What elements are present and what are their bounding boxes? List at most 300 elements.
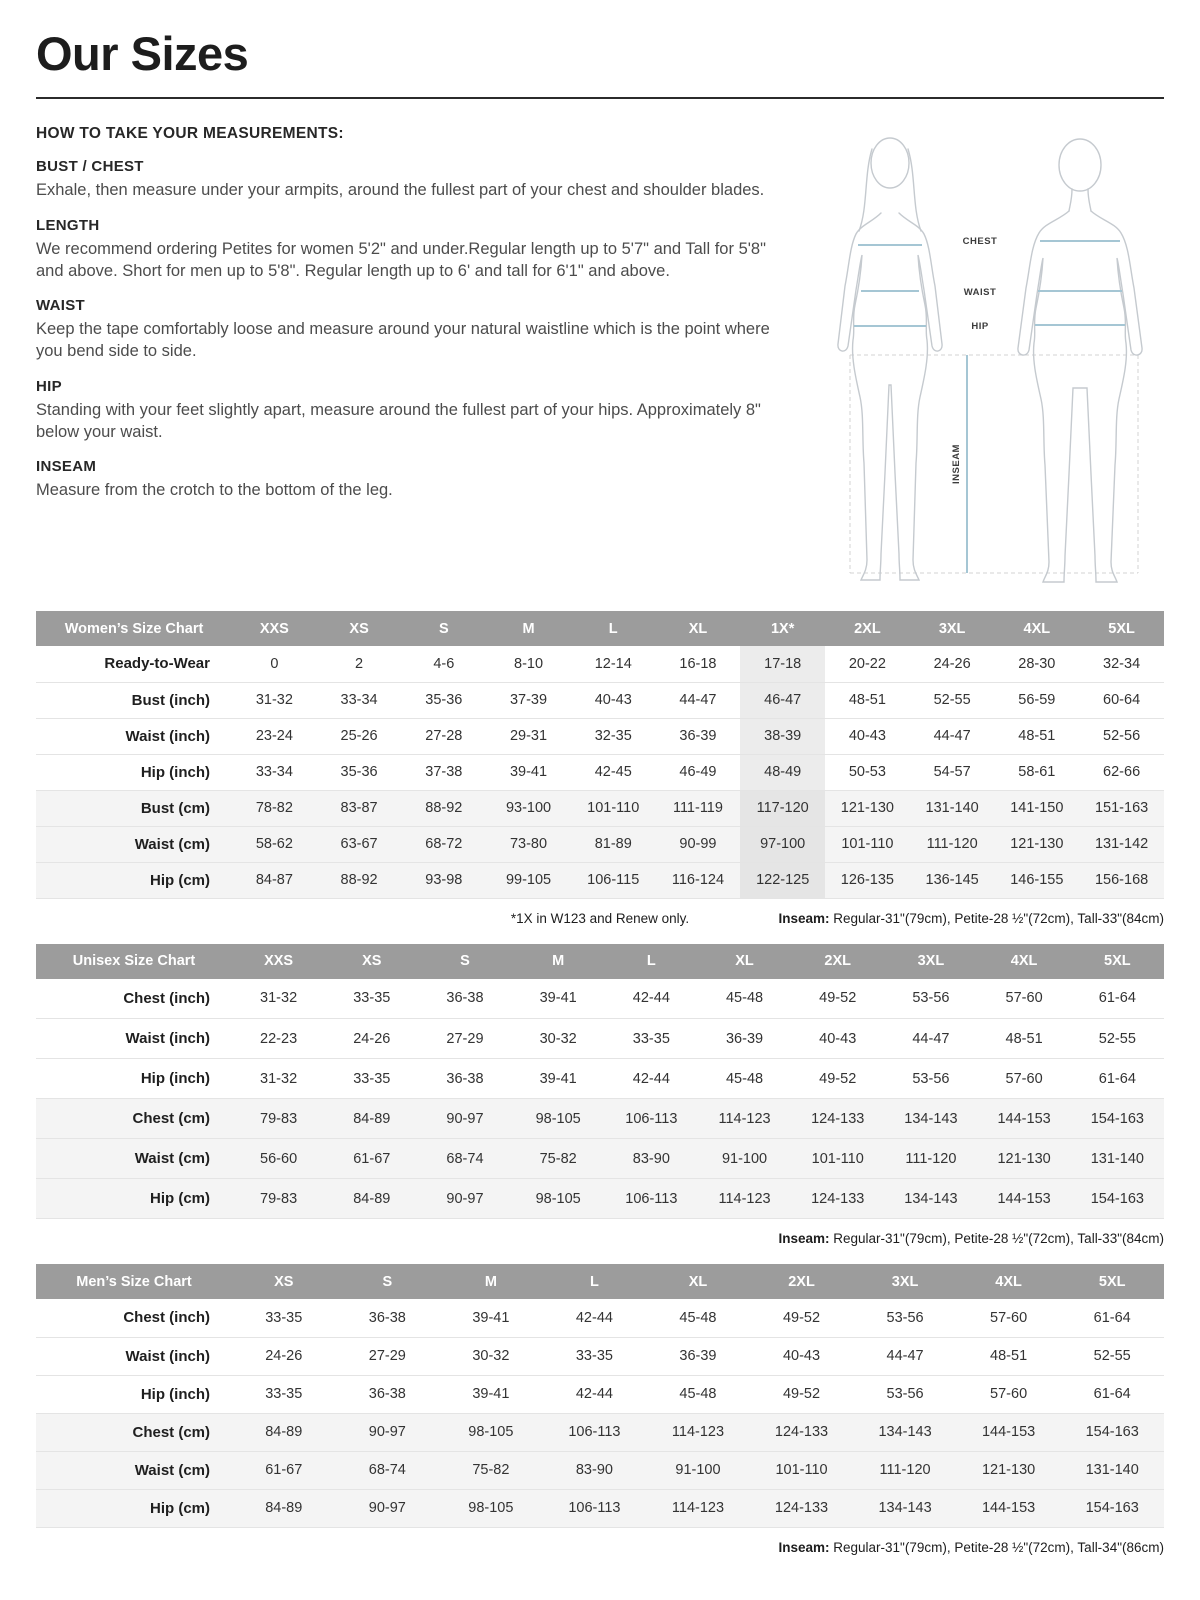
size-cell: 106-115 [571,862,656,898]
size-cell: 33-35 [605,1019,698,1059]
inseam-footnote-label: Inseam: [778,1231,830,1246]
section-title-waist: WAIST [36,297,85,315]
size-cell: 68-74 [336,1451,440,1489]
section-title-length: LENGTH [36,216,100,234]
inseam-footnote-label: Inseam: [778,910,830,926]
size-cell: 101-110 [571,790,656,826]
table-row [36,1099,1164,1139]
size-cell: 98-105 [512,1179,605,1219]
size-cell: 111-120 [910,826,995,862]
page-title: Our Sizes [36,27,249,80]
size-cell: 154-163 [1060,1413,1164,1451]
how-to-heading: HOW TO TAKE YOUR MEASUREMENTS: [36,125,344,142]
size-cell: 63-67 [317,826,402,862]
size-cell: 56-60 [232,1139,325,1179]
row-label-cell: Ready-to-Wear [36,646,232,682]
size-cell: 111-120 [884,1139,977,1179]
size-cell: 93-100 [486,790,571,826]
table-title: Unisex Size Chart [36,944,232,979]
column-header: XL [656,611,741,646]
table-row [36,1375,1164,1413]
section-title-hip: HIP [36,377,62,395]
size-cell: 83-87 [317,790,402,826]
size-cell: 106-113 [605,1099,698,1139]
table-row [36,1413,1164,1451]
womens-inseam-footnote [689,911,1164,926]
column-header: S [401,611,486,646]
one-x-footnote: *1X in W123 and Renew only. [510,910,690,926]
size-cell: 131-140 [1071,1139,1164,1179]
size-cell: 146-155 [994,862,1079,898]
column-header: 1X* [740,611,825,646]
size-cell: 111-120 [853,1451,957,1489]
size-cell: 33-35 [232,1299,336,1337]
size-cell: 114-123 [698,1179,791,1219]
womens-table-footnotes [36,911,1164,926]
size-cell: 36-39 [646,1337,750,1375]
size-cell: 28-30 [994,646,1079,682]
row-label-cell: Hip (inch) [36,754,232,790]
size-cell: 84-87 [232,862,317,898]
column-header: M [512,944,605,979]
size-cell: 48-49 [740,754,825,790]
size-cell: 33-35 [325,1059,418,1099]
column-header: M [439,1264,543,1299]
table-row [36,1451,1164,1489]
size-cell: 33-34 [232,754,317,790]
table-row [36,682,1164,718]
size-cell: 101-110 [791,1139,884,1179]
unisex-inseam-footnote [778,1231,1164,1246]
size-cell: 38-39 [740,718,825,754]
size-cell: 58-61 [994,754,1079,790]
womens-header-row [36,611,1164,646]
body-measurement-illustration [802,123,1174,603]
size-cell: 57-60 [978,979,1071,1019]
row-label-cell: Bust (inch) [36,682,232,718]
size-cell: 131-142 [1079,826,1164,862]
column-header: 5XL [1071,944,1164,979]
size-cell: 52-56 [1079,718,1164,754]
size-cell: 121-130 [825,790,910,826]
column-header: S [336,1264,440,1299]
column-header: S [418,944,511,979]
row-label-cell: Bust (cm) [36,790,232,826]
size-cell: 75-82 [512,1139,605,1179]
unisex-header-row [36,944,1164,979]
column-header: 4XL [957,1264,1061,1299]
size-cell: 24-26 [910,646,995,682]
size-cell: 42-44 [543,1299,647,1337]
size-cell: 84-89 [325,1099,418,1139]
size-cell: 49-52 [750,1299,854,1337]
size-cell: 124-133 [791,1179,884,1219]
size-cell: 58-62 [232,826,317,862]
size-cell: 111-119 [656,790,741,826]
column-header: L [605,944,698,979]
size-cell: 48-51 [957,1337,1061,1375]
size-cell: 61-64 [1060,1299,1164,1337]
row-label-cell: Chest (cm) [36,1099,232,1139]
size-cell: 61-64 [1071,1059,1164,1099]
size-cell: 42-45 [571,754,656,790]
column-header: XS [317,611,402,646]
size-cell: 134-143 [853,1489,957,1527]
size-cell: 36-39 [698,1019,791,1059]
size-cell: 44-47 [884,1019,977,1059]
size-cell: 98-105 [439,1413,543,1451]
table-title: Women’s Size Chart [36,611,232,646]
column-header: 2XL [791,944,884,979]
size-cell: 36-38 [418,979,511,1019]
size-cell: 39-41 [512,979,605,1019]
size-cell: 39-41 [439,1375,543,1413]
size-cell: 83-90 [605,1139,698,1179]
column-header: 5XL [1079,611,1164,646]
size-cell: 45-48 [698,1059,791,1099]
size-cell: 42-44 [605,979,698,1019]
size-cell: 53-56 [884,979,977,1019]
table-row [36,826,1164,862]
size-cell: 154-163 [1060,1489,1164,1527]
size-cell: 39-41 [512,1059,605,1099]
size-cell: 57-60 [957,1375,1061,1413]
size-cell: 36-39 [656,718,741,754]
size-cell: 36-38 [336,1299,440,1337]
column-header: XS [232,1264,336,1299]
size-cell: 31-32 [232,979,325,1019]
row-label-cell: Hip (inch) [36,1059,232,1099]
size-cell: 33-35 [543,1337,647,1375]
size-cell: 46-47 [740,682,825,718]
size-cell: 36-38 [336,1375,440,1413]
size-cell: 61-67 [232,1451,336,1489]
size-cell: 24-26 [232,1337,336,1375]
size-cell: 122-125 [740,862,825,898]
table-row [36,718,1164,754]
size-cell: 121-130 [978,1139,1071,1179]
column-header: XXS [232,611,317,646]
table-row [36,1299,1164,1337]
table-row [36,1489,1164,1527]
size-cell: 39-41 [439,1299,543,1337]
row-label-cell: Chest (cm) [36,1413,232,1451]
inseam-footnote-text: Regular-31"(79cm), Petite-28 ½"(72cm), Tall-33"(84cm) [829,910,1164,926]
column-header: 3XL [910,611,995,646]
measurement-diagram [802,123,1174,603]
size-cell: 27-29 [336,1337,440,1375]
size-cell: 134-143 [884,1179,977,1219]
size-cell: 23-24 [232,718,317,754]
size-cell: 40-43 [825,718,910,754]
table-row [36,1059,1164,1099]
column-header: 4XL [994,611,1079,646]
size-cell: 99-105 [486,862,571,898]
size-cell: 154-163 [1071,1179,1164,1219]
size-cell: 44-47 [656,682,741,718]
row-label-cell: Hip (inch) [36,1375,232,1413]
size-cell: 52-55 [1071,1019,1164,1059]
size-cell: 124-133 [750,1489,854,1527]
size-cell: 88-92 [401,790,486,826]
size-cell: 90-97 [336,1489,440,1527]
size-cell: 68-72 [401,826,486,862]
size-cell: 49-52 [750,1375,854,1413]
size-cell: 98-105 [512,1099,605,1139]
row-label-cell: Waist (inch) [36,1337,232,1375]
column-header: XL [698,944,791,979]
size-cell: 57-60 [978,1059,1071,1099]
row-label-cell: Chest (inch) [36,979,232,1019]
size-cell: 2 [317,646,402,682]
size-cell: 27-29 [418,1019,511,1059]
size-cell: 37-39 [486,682,571,718]
inseam-footnote-label: Inseam: [778,1539,830,1555]
size-cell: 84-89 [232,1413,336,1451]
inseam-footnote-text: Regular-31"(79cm), Petite-28 ½"(72cm), Tall-33"(84cm) [829,1231,1164,1246]
size-cell: 40-43 [791,1019,884,1059]
column-header: L [571,611,656,646]
size-cell: 46-49 [656,754,741,790]
size-cell: 53-56 [884,1059,977,1099]
size-cell: 61-67 [325,1139,418,1179]
size-cell: 83-90 [543,1451,647,1489]
size-cell: 97-100 [740,826,825,862]
size-cell: 20-22 [825,646,910,682]
section-body-length: We recommend ordering Petites for women 5'2" and under.Regular length up to 5'7" and Tall for 5'8" and above. Short for men up to 5'8". Regular length up to 6' and tall for 6'1" and above. [36,239,766,280]
table-row [36,979,1164,1019]
size-cell: 56-59 [994,682,1079,718]
size-cell: 32-35 [571,718,656,754]
section-body-inseam: Measure from the crotch to the bottom of the leg. [36,481,393,500]
table-row [36,646,1164,682]
inseam-footnote-text: Regular-31"(79cm), Petite-28 ½"(72cm), Tall-34"(86cm) [829,1539,1164,1555]
size-cell: 40-43 [571,682,656,718]
size-cell: 53-56 [853,1375,957,1413]
hip-label: HIP [971,321,989,332]
size-cell: 45-48 [646,1375,750,1413]
size-cell: 44-47 [853,1337,957,1375]
section-body-waist: Keep the tape comfortably loose and measure around your natural waistline which is the point where you bend side to side. [36,320,770,361]
measurement-instructions-block [36,123,1164,603]
size-cell: 91-100 [646,1451,750,1489]
mens-table-footnotes [36,1540,1164,1555]
size-cell: 141-150 [994,790,1079,826]
table-row [36,1337,1164,1375]
size-cell: 22-23 [232,1019,325,1059]
row-label-cell: Waist (cm) [36,826,232,862]
size-cell: 114-123 [646,1413,750,1451]
size-cell: 33-34 [317,682,402,718]
size-cell: 91-100 [698,1139,791,1179]
size-cell: 136-145 [910,862,995,898]
size-cell: 101-110 [825,826,910,862]
size-cell: 39-41 [486,754,571,790]
table-row [36,790,1164,826]
table-row [36,754,1164,790]
size-cell: 52-55 [910,682,995,718]
size-cell: 144-153 [957,1489,1061,1527]
size-cell: 79-83 [232,1179,325,1219]
column-header: 5XL [1060,1264,1164,1299]
size-cell: 93-98 [401,862,486,898]
section-title-inseam: INSEAM [36,458,97,476]
size-cell: 81-89 [571,826,656,862]
size-cell: 31-32 [232,1059,325,1099]
size-cell: 48-51 [978,1019,1071,1059]
waist-label: WAIST [963,287,997,298]
size-cell: 40-43 [750,1337,854,1375]
table-row [36,1139,1164,1179]
womens-size-table [36,611,1164,899]
size-cell: 144-153 [978,1099,1071,1139]
size-cell: 114-123 [646,1489,750,1527]
row-label-cell: Hip (cm) [36,1489,232,1527]
column-header: 3XL [884,944,977,979]
size-cell: 30-32 [439,1337,543,1375]
size-cell: 17-18 [740,646,825,682]
size-cell: 57-60 [957,1299,1061,1337]
column-header: XL [646,1264,750,1299]
section-title-bust-chest: BUST / CHEST [36,158,144,175]
size-cell: 62-66 [1079,754,1164,790]
female-figure-outline [838,138,942,580]
size-cell: 45-48 [698,979,791,1019]
size-cell: 90-97 [336,1413,440,1451]
size-cell: 44-47 [910,718,995,754]
size-cell: 106-113 [543,1413,647,1451]
size-cell: 35-36 [401,682,486,718]
row-label-cell: Waist (inch) [36,718,232,754]
size-cell: 131-140 [1060,1451,1164,1489]
size-cell: 78-82 [232,790,317,826]
size-cell: 98-105 [439,1489,543,1527]
size-cell: 134-143 [853,1413,957,1451]
size-cell: 106-113 [605,1179,698,1219]
table-title: Men’s Size Chart [36,1264,232,1299]
how-to-measure-text [36,123,788,603]
mens-inseam-footnote [778,1540,1164,1555]
size-cell: 116-124 [656,862,741,898]
size-cell: 117-120 [740,790,825,826]
size-cell: 144-153 [978,1179,1071,1219]
size-cell: 54-57 [910,754,995,790]
size-cell: 79-83 [232,1099,325,1139]
size-cell: 50-53 [825,754,910,790]
size-cell: 121-130 [957,1451,1061,1489]
column-header: L [543,1264,647,1299]
size-cell: 131-140 [910,790,995,826]
size-cell: 90-97 [418,1179,511,1219]
size-cell: 24-26 [325,1019,418,1059]
section-body-hip: Standing with your feet slightly apart, measure around the fullest part of your hips. Approximately 8" below your waist. [36,400,761,441]
size-cell: 84-89 [325,1179,418,1219]
mens-header-row [36,1264,1164,1299]
section-body-bust-chest: Exhale, then measure under your armpits, around the fullest part of your chest and shoulder blades. [36,181,765,199]
table-row [36,862,1164,898]
row-label-cell: Waist (inch) [36,1019,232,1059]
inseam-label: INSEAM [951,444,962,484]
size-cell: 42-44 [605,1059,698,1099]
size-cell: 61-64 [1071,979,1164,1019]
size-cell: 151-163 [1079,790,1164,826]
unisex-table-footnotes [36,1231,1164,1246]
male-figure-outline [1018,139,1142,582]
size-cell: 134-143 [884,1099,977,1139]
size-cell: 154-163 [1071,1099,1164,1139]
size-cell: 35-36 [317,754,402,790]
row-label-cell: Waist (cm) [36,1139,232,1179]
column-header: M [486,611,571,646]
size-cell: 33-35 [232,1375,336,1413]
size-cell: 53-56 [853,1299,957,1337]
size-cell: 75-82 [439,1451,543,1489]
size-cell: 4-6 [401,646,486,682]
size-cell: 48-51 [994,718,1079,754]
size-cell: 126-135 [825,862,910,898]
size-cell: 124-133 [791,1099,884,1139]
mens-size-table [36,1264,1164,1528]
size-cell: 60-64 [1079,682,1164,718]
size-cell: 121-130 [994,826,1079,862]
size-cell: 16-18 [656,646,741,682]
size-cell: 12-14 [571,646,656,682]
column-header: XS [325,944,418,979]
size-cell: 90-97 [418,1099,511,1139]
column-header: 2XL [825,611,910,646]
unisex-size-table [36,944,1164,1220]
size-cell: 49-52 [791,1059,884,1099]
size-cell: 0 [232,646,317,682]
size-cell: 33-35 [325,979,418,1019]
size-cell: 45-48 [646,1299,750,1337]
row-label-cell: Hip (cm) [36,1179,232,1219]
size-cell: 37-38 [401,754,486,790]
size-cell: 106-113 [543,1489,647,1527]
table-row [36,1019,1164,1059]
size-cell: 144-153 [957,1413,1061,1451]
size-cell: 88-92 [317,862,402,898]
size-cell: 42-44 [543,1375,647,1413]
size-cell: 68-74 [418,1139,511,1179]
size-cell: 32-34 [1079,646,1164,682]
size-cell: 8-10 [486,646,571,682]
title-divider [36,97,1164,99]
size-cell: 101-110 [750,1451,854,1489]
row-label-cell: Waist (cm) [36,1451,232,1489]
row-label-cell: Hip (cm) [36,862,232,898]
column-header: 4XL [978,944,1071,979]
column-header: 2XL [750,1264,854,1299]
size-cell: 61-64 [1060,1375,1164,1413]
table-row [36,1179,1164,1219]
size-cell: 114-123 [698,1099,791,1139]
size-cell: 49-52 [791,979,884,1019]
row-label-cell: Chest (inch) [36,1299,232,1337]
size-cell: 84-89 [232,1489,336,1527]
size-cell: 124-133 [750,1413,854,1451]
size-cell: 73-80 [486,826,571,862]
size-cell: 48-51 [825,682,910,718]
size-cell: 90-99 [656,826,741,862]
chest-label: CHEST [962,236,998,247]
size-cell: 156-168 [1079,862,1164,898]
size-cell: 25-26 [317,718,402,754]
size-cell: 27-28 [401,718,486,754]
size-cell: 31-32 [232,682,317,718]
size-cell: 30-32 [512,1019,605,1059]
size-cell: 29-31 [486,718,571,754]
